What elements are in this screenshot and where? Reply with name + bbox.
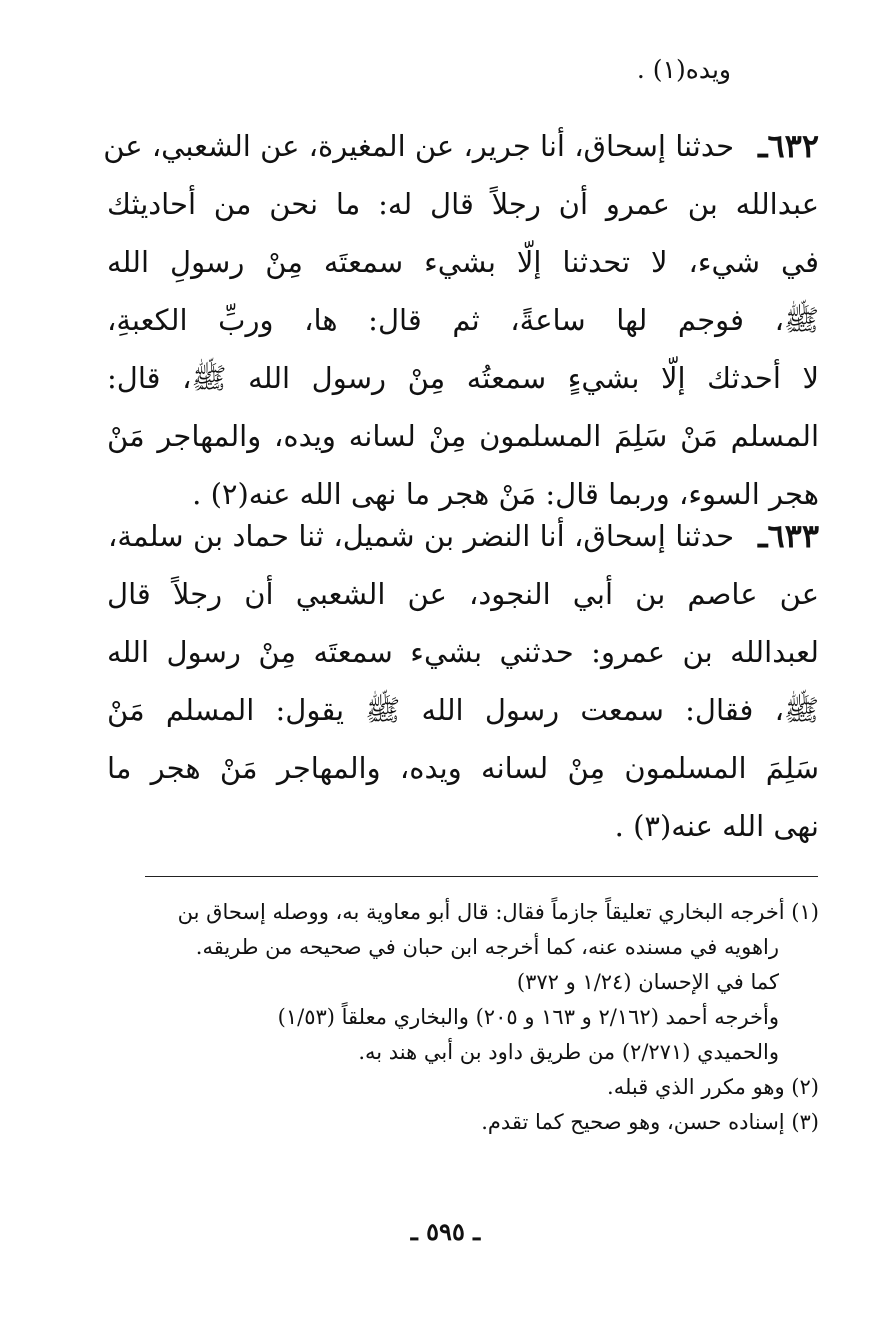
footnote-line: (٣) إسناده حسن، وهو صحيح كما تقدم. <box>481 1110 819 1134</box>
hadith-line: نهى الله عنه(٣) . <box>614 809 819 843</box>
hadith-line: لا أحدثك إلّا بشيءٍ سمعتُه مِنْ رسول الله ﷺ، قال: <box>107 361 819 395</box>
hadith-633 <box>107 505 819 845</box>
hadith-line: حدثنا إسحاق، أنا جرير، عن المغيرة، عن الشعبي، عن <box>103 129 734 163</box>
footnote-line: (١) أخرجه البخاري تعليقاً جازماً فقال: قال أبو معاوية به، ووصله إسحاق بن <box>177 900 819 924</box>
hadith-line: عن عاصم بن أبي النجود، عن الشعبي أن رجلاً قال <box>107 577 819 611</box>
hadith-number: ٦٣٣ـ <box>758 517 819 555</box>
footnote-line: والحميدي (٢/٢٧١) من طريق داود بن أبي هند به. <box>358 1040 779 1064</box>
hadith-line: لعبدالله بن عمرو: حدثني بشيء سمعتَه مِنْ رسول الله <box>107 635 819 669</box>
hadith-line: ﷺ، فقال: سمعت رسول الله ﷺ يقول: المسلم مَنْ <box>107 693 819 727</box>
continued-line: ويده(١) . <box>636 55 731 84</box>
hadith-632 <box>103 115 819 515</box>
page-number: ـ ٥٩٥ ـ <box>410 1217 481 1246</box>
hadith-line: سَلِمَ المسلمون مِنْ لسانه ويده، والمهاجر مَنْ هجر ما <box>107 751 819 785</box>
hadith-line: في شيء، لا تحدثنا إلّا بشيء سمعتَه مِنْ رسولِ الله <box>107 245 819 279</box>
hadith-number: ٦٣٢ـ <box>758 127 819 165</box>
footnote-line: راهويه في مسنده عنه، كما أخرجه ابن حبان في صحيحه من طريقه. <box>195 935 779 959</box>
footnote-line: كما في الإحسان (١/٢٤ و ٣٧٢) <box>516 970 779 994</box>
hadith-line: عبدالله بن عمرو أن رجلاً قال له: ما نحن من أحاديثك <box>107 187 819 221</box>
footnote-divider <box>145 876 818 877</box>
hadith-line: المسلم مَنْ سَلِمَ المسلمون مِنْ لسانه ويده، والمهاجر مَنْ <box>107 419 819 453</box>
hadith-line: حدثنا إسحاق، أنا النضر بن شميل، ثنا حماد بن سلمة، <box>108 519 734 553</box>
footnote-line: وأخرجه أحمد (٢/١٦٢ و ١٦٣ و ٢٠٥) والبخاري معلقاً (١/٥٣) <box>277 1005 779 1029</box>
hadith-line: هجر السوء، وربما قال: مَنْ هجر ما نهى الله عنه(٢) . <box>192 477 819 511</box>
hadith-line: ﷺ، فوجم لها ساعةً، ثم قال: ها، وربِّ الكعبةِ، <box>107 303 819 337</box>
footnote-line: (٢) وهو مكرر الذي قبله. <box>607 1075 819 1099</box>
footnotes <box>77 895 819 1195</box>
